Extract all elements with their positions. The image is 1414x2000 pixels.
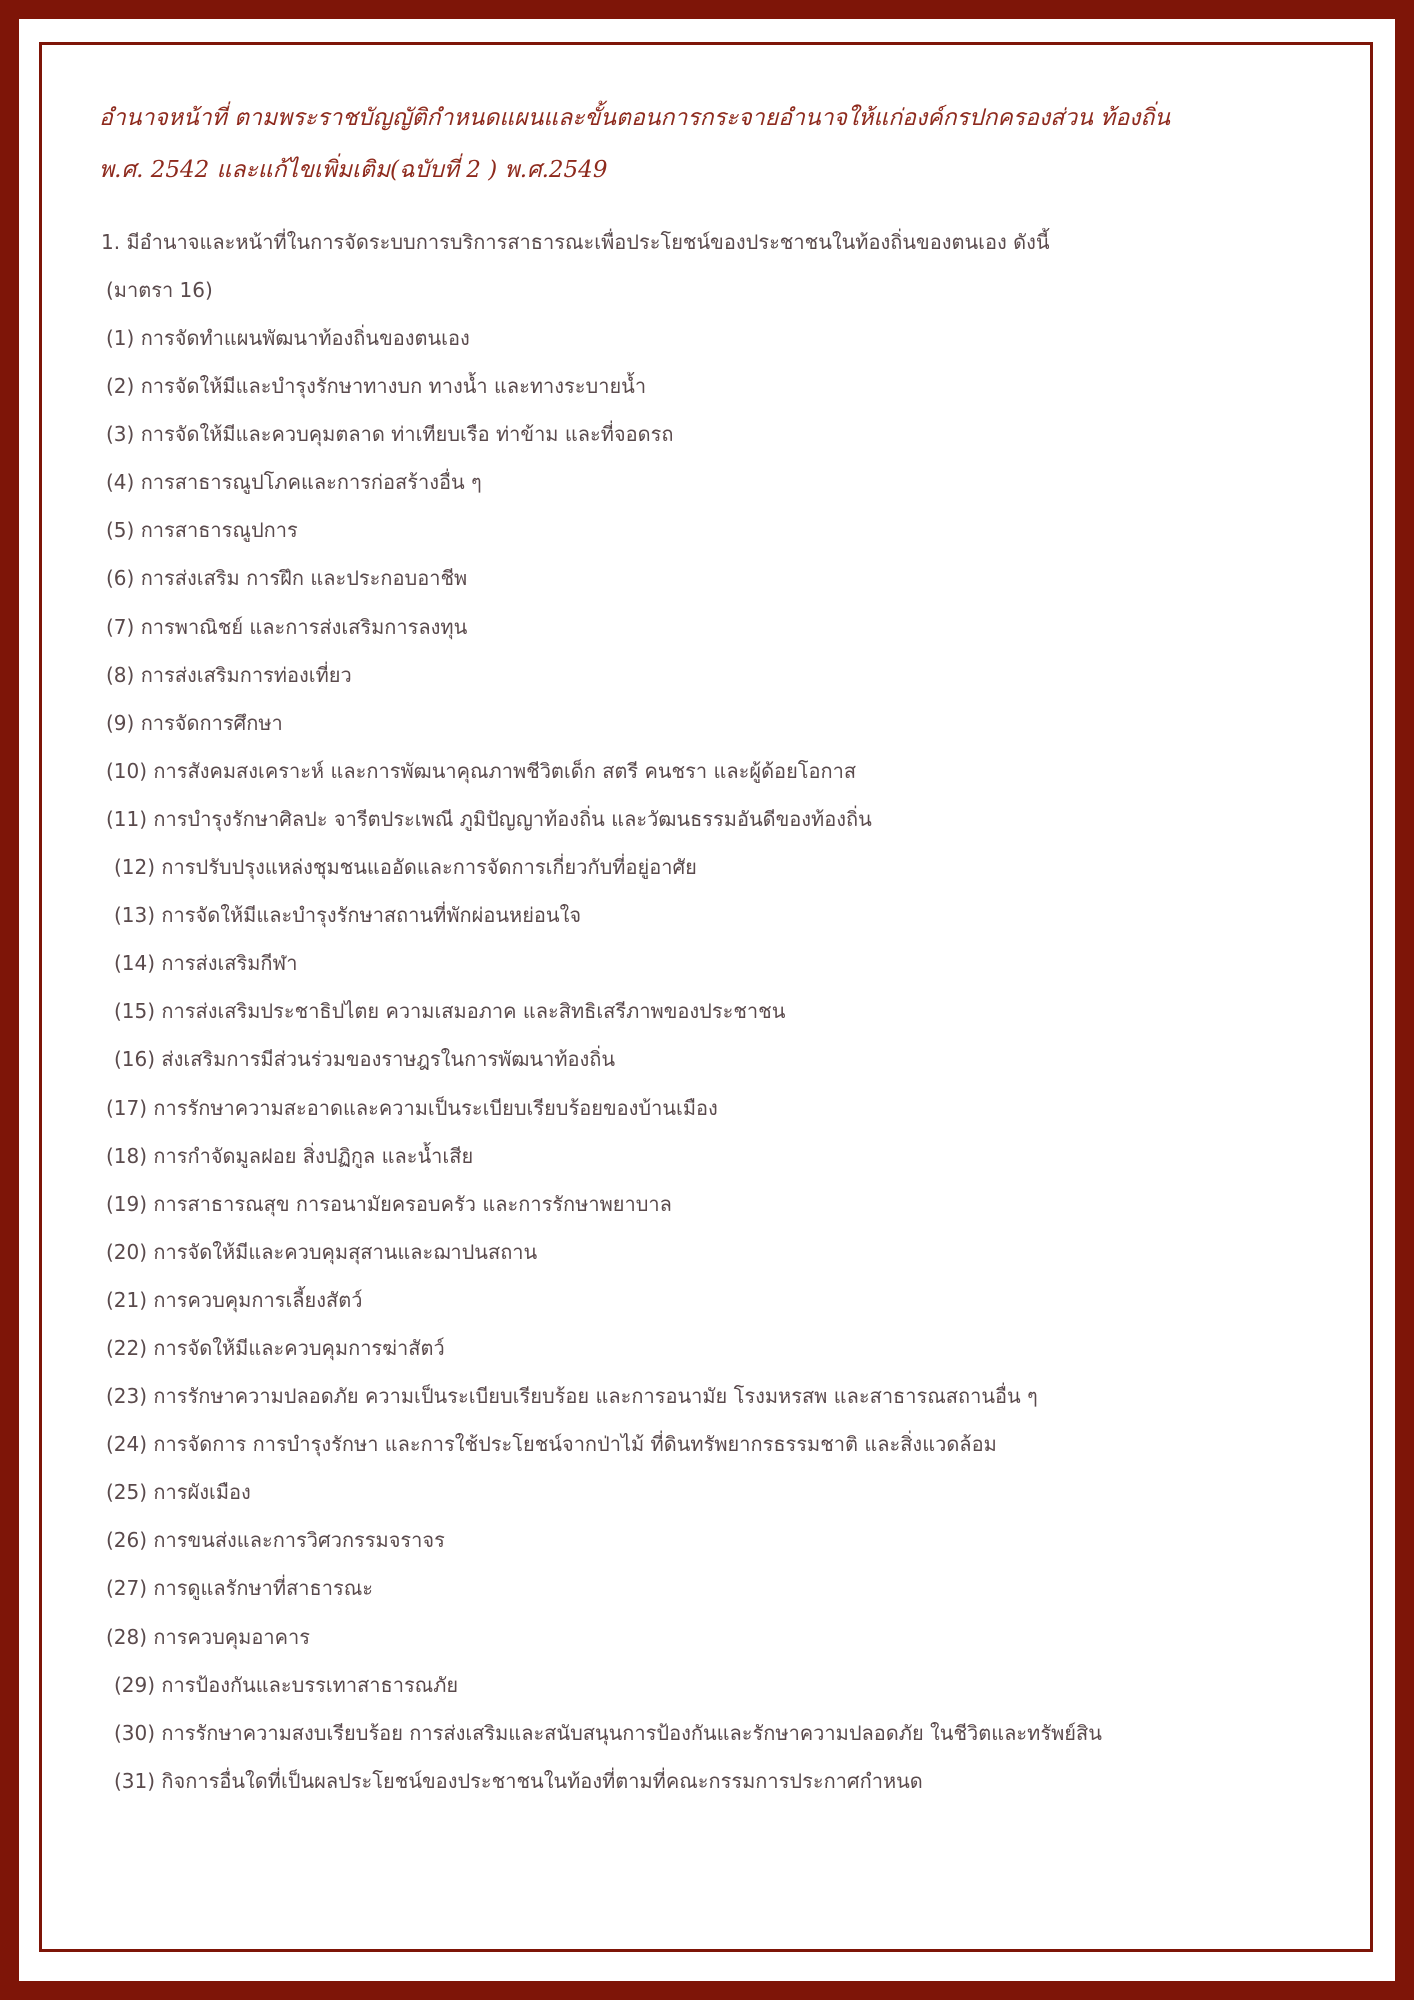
duty-item-27: (27) การดูแลรักษาที่สาธารณะ: [106, 1576, 373, 1601]
duty-item-11: (11) การบำรุงรักษาศิลปะ จารีตประเพณี ภูมิปัญญาท้องถิ่น และวัฒนธรรมอันดีของท้องถิ่น: [106, 806, 872, 831]
duty-item-28: (28) การควบคุมอาคาร: [106, 1624, 310, 1649]
duty-item-29: (29) การป้องกันและบรรเทาสาธารณภัย: [114, 1672, 459, 1697]
duty-item-26: (26) การขนส่งและการวิศวกรรมจราจร: [106, 1528, 445, 1553]
duty-item-9: (9) การจัดการศึกษา: [106, 710, 283, 735]
duty-item-31: (31) กิจการอื่นใดที่เป็นผลประโยชน์ของประชาชนในท้องที่ตามที่คณะกรรมการประกาศกำหนด: [114, 1768, 923, 1793]
duty-item-16: (16) ส่งเสริมการมีส่วนร่วมของราษฎรในการพัฒนาท้องถิ่น: [114, 1047, 616, 1072]
duty-item-22: (22) การจัดให้มีและควบคุมการฆ่าสัตว์: [106, 1335, 445, 1360]
duty-item-13: (13) การจัดให้มีและบำรุงรักษาสถานที่พักผ่อนหย่อนใจ: [114, 903, 582, 928]
duty-item-24: (24) การจัดการ การบำรุงรักษา และการใช้ประโยชน์จากป่าไม้ ที่ดินทรัพยากรธรรมชาติ และสิ่งแวดล้อม: [106, 1432, 997, 1457]
intro-paragraph: 1. มีอำนาจและหน้าที่ในการจัดระบบการบริการสาธารณะเพื่อประโยชน์ของประชาชนในท้องถิ่นของตนเอง ดังนี้: [101, 230, 1050, 254]
duty-item-17: (17) การรักษาความสะอาดและความเป็นระเบียบเรียบร้อยของบ้านเมือง: [106, 1095, 718, 1120]
duty-item-8: (8) การส่งเสริมการท่องเที่ยว: [106, 662, 352, 687]
duty-item-5: (5) การสาธารณูปการ: [106, 518, 298, 543]
duty-item-4: (4) การสาธารณูปโภคและการก่อสร้างอื่น ๆ: [106, 470, 482, 495]
duty-item-30: (30) การรักษาความสงบเรียบร้อย การส่งเสริมและสนับสนุนการป้องกันและรักษาความปลอดภัย ในชีวิตและทรัพย์สิน: [114, 1720, 1102, 1745]
duty-item-25: (25) การผังเมือง: [106, 1480, 251, 1505]
duty-item-2: (2) การจัดให้มีและบำรุงรักษาทางบก ทางน้ำ และทางระบายน้ำ: [106, 374, 647, 399]
duty-item-19: (19) การสาธารณสุข การอนามัยครอบครัว และการรักษาพยาบาล: [106, 1191, 672, 1216]
duty-item-6: (6) การส่งเสริม การฝึก และประกอบอาชีพ: [106, 566, 468, 591]
heading-line-1: อำนาจหน้าที่ ตามพระราชบัญญัติกำหนดแผนและขั้นตอนการกระจายอำนาจให้แก่องค์กรปกครองส่วน ท้องถิ่น: [99, 105, 1171, 131]
duty-item-12: (12) การปรับปรุงแหล่งชุมชนแออัดและการจัดการเกี่ยวกับที่อยู่อาศัย: [114, 855, 697, 880]
duty-item-15: (15) การส่งเสริมประชาธิปไตย ความเสมอภาค และสิทธิเสรีภาพของประชาชน: [114, 999, 786, 1024]
duty-item-23: (23) การรักษาความปลอดภัย ความเป็นระเบียบเรียบร้อย และการอนามัย โรงมหรสพ และสาธารณสถานอื่น ๆ: [106, 1384, 1038, 1409]
duty-item-10: (10) การสังคมสงเคราะห์ และการพัฒนาคุณภาพชีวิตเด็ก สตรี คนชรา และผู้ด้อยโอกาส: [106, 758, 857, 783]
duty-item-7: (7) การพาณิชย์ และการส่งเสริมการลงทุน: [106, 614, 468, 639]
duty-item-18: (18) การกำจัดมูลฝอย สิ่งปฏิกูล และน้ำเสีย: [106, 1143, 474, 1168]
duties-list: [106, 318, 1102, 1809]
document-heading: [99, 92, 1309, 196]
duty-item-1: (1) การจัดทำแผนพัฒนาท้องถิ่นของตนเอง: [106, 326, 470, 350]
section-reference: (มาตรา 16): [106, 278, 213, 302]
duty-item-3: (3) การจัดให้มีและควบคุมตลาด ท่าเทียบเรือ ท่าข้าม และที่จอดรถ: [106, 422, 674, 447]
duty-item-20: (20) การจัดให้มีและควบคุมสุสานและฌาปนสถาน: [106, 1239, 538, 1264]
heading-line-2: พ.ศ. 2542 และแก้ไขเพิ่มเติม(ฉบับที่ 2 ) พ.ศ.2549: [99, 157, 608, 183]
duty-item-21: (21) การควบคุมการเลี้ยงสัตว์: [106, 1287, 363, 1312]
duty-item-14: (14) การส่งเสริมกีฬา: [114, 951, 298, 976]
